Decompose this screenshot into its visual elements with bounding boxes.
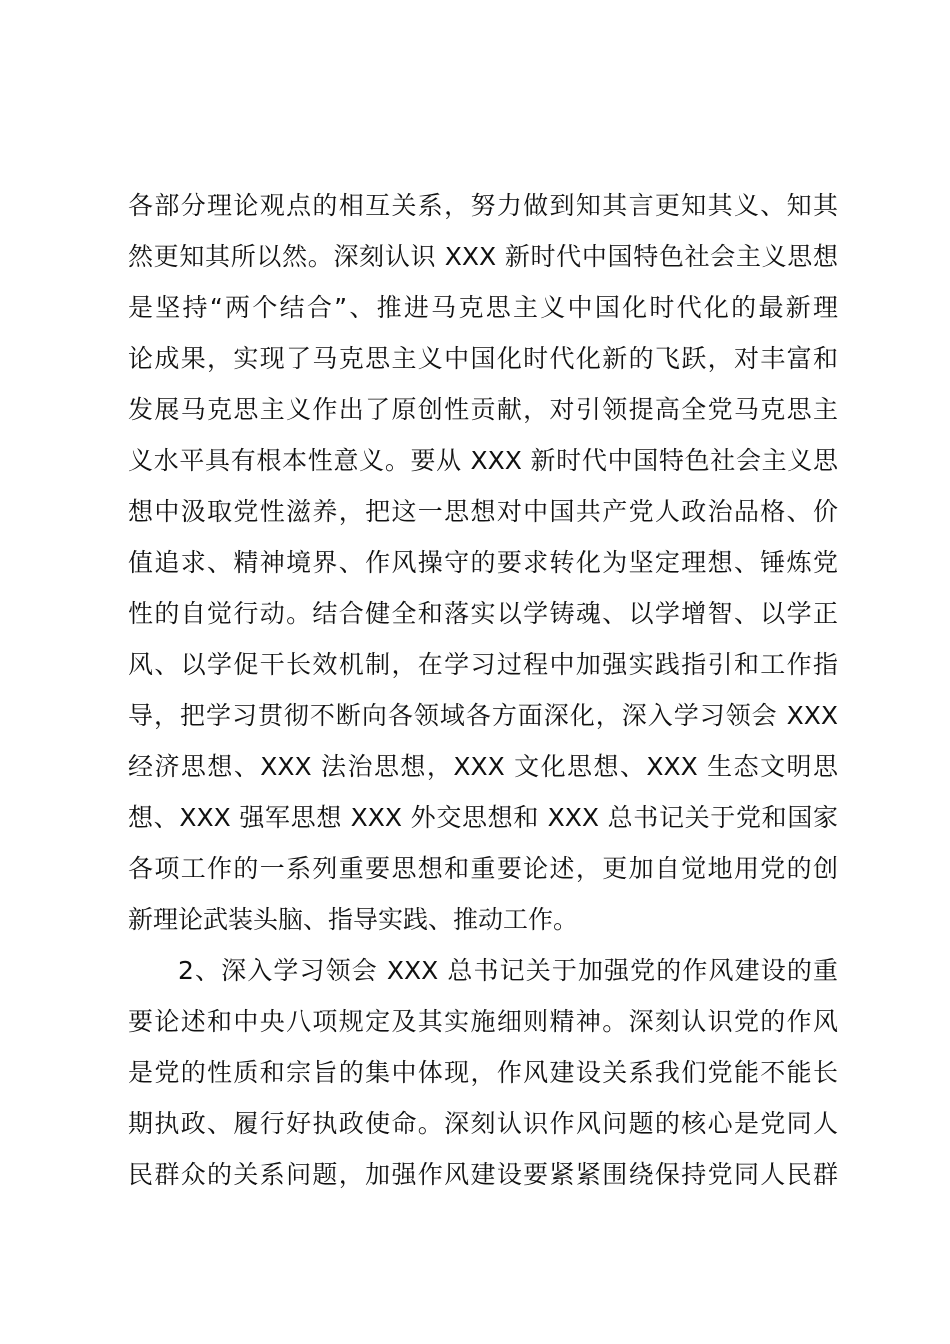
text-line-4: 论成果，实现了马克思主义中国化时代化新的飞跃，对丰富和	[128, 344, 838, 373]
text-line-3: 是坚持“两个结合”、推进马克思主义中国化时代化的最新理	[128, 293, 838, 322]
text-line-12: 经济思想、XXX 法治思想，XXX 文化思想、XXX 生态文明思	[128, 752, 838, 781]
text-line-17: 要论述和中央八项规定及其实施细则精神。深刻认识党的作风	[128, 1007, 838, 1036]
text-line-11: 导，把学习贯彻不断向各领域各方面深化，深入学习领会 XXX	[128, 701, 838, 730]
text-line-10: 风、以学促干长效机制，在学习过程中加强实践指引和工作指	[128, 650, 838, 679]
text-line-15: 新理论武装头脑、指导实践、推动工作。	[128, 905, 579, 934]
text-line-7: 想中汲取党性滋养，把这一思想对中国共产党人政治品格、价	[128, 497, 838, 526]
text-line-19: 期执政、履行好执政使命。深刻认识作风问题的核心是党同人	[128, 1109, 838, 1138]
text-line-8: 值追求、精神境界、作风操守的要求转化为坚定理想、锤炼党	[128, 548, 838, 577]
text-line-18: 是党的性质和宗旨的集中体现，作风建设关系我们党能不能长	[128, 1058, 838, 1087]
text-line-1: 各部分理论观点的相互关系，努力做到知其言更知其义、知其	[128, 191, 838, 220]
text-line-9: 性的自觉行动。结合健全和落实以学铸魂、以学增智、以学正	[128, 599, 838, 628]
text-line-6: 义水平具有根本性意义。要从 XXX 新时代中国特色社会主义思	[128, 446, 838, 475]
text-line-20: 民群众的关系问题，加强作风建设要紧紧围绕保持党同人民群	[128, 1160, 838, 1189]
text-line-5: 发展马克思主义作出了原创性贡献，对引领提高全党马克思主	[128, 395, 838, 424]
body-text	[128, 180, 838, 1200]
text-line-16: 2、深入学习领会 XXX 总书记关于加强党的作风建设的重	[178, 956, 838, 985]
text-line-13: 想、XXX 强军思想 XXX 外交思想和 XXX 总书记关于党和国家	[128, 803, 838, 832]
text-line-14: 各项工作的一系列重要思想和重要论述，更加自觉地用党的创	[128, 854, 838, 883]
text-line-2: 然更知其所以然。深刻认识 XXX 新时代中国特色社会主义思想	[128, 242, 838, 271]
